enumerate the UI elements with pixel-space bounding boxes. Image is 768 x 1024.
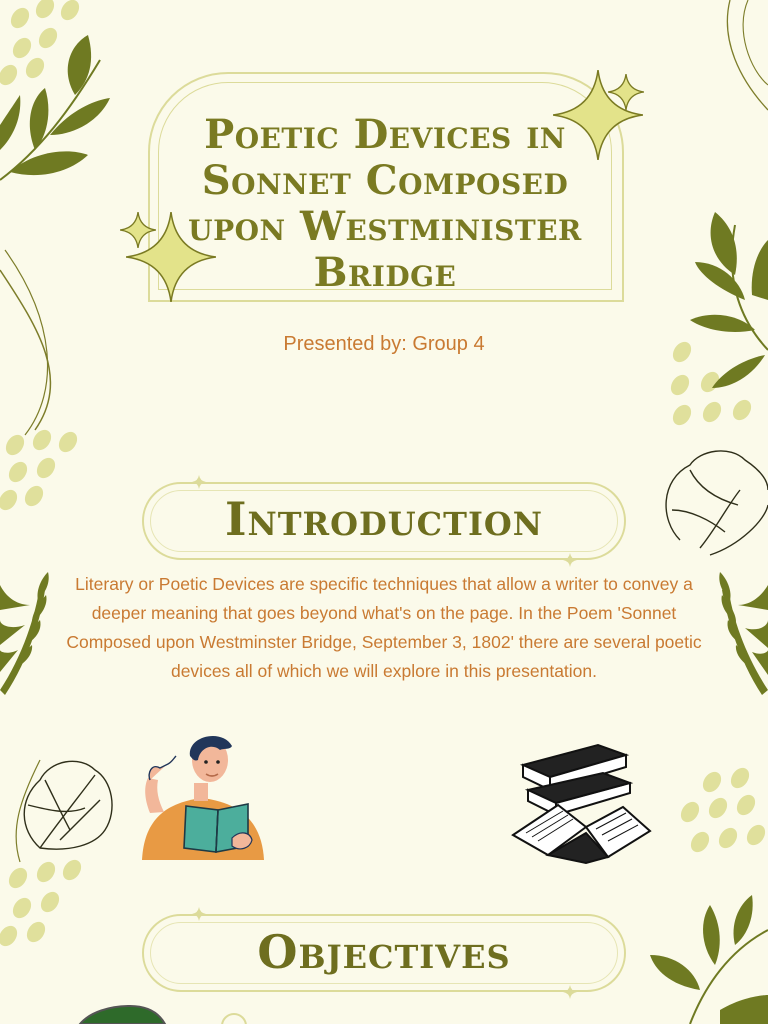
monstera-leaf-icon (24, 761, 112, 849)
sparkle-icon (563, 553, 577, 567)
bullet-icon (222, 1014, 246, 1024)
books-illustration (508, 735, 658, 865)
introduction-heading: Introduction (224, 492, 544, 546)
introduction-text: Literary or Poetic Devices are specific techniques that allow a writer to convey a deeper meaning that goes beyond what's on the page. In the Poem 'Sonnet Composed upon Westminster Bridge, September 3, 1802' there are several poetic devices all of which we will explore in this presentation. (66, 574, 702, 681)
teacher-illustration (132, 728, 272, 868)
leaf-icon (690, 212, 768, 388)
dots-pattern-icon (677, 764, 768, 855)
sparkle-icon (563, 985, 577, 999)
sparkle-icon (192, 907, 206, 921)
objectives-heading: Objectives (257, 925, 511, 979)
monstera-leaf-icon (666, 451, 768, 555)
dots-pattern-icon (0, 426, 81, 513)
dots-pattern-icon (0, 856, 85, 949)
sparkle-icon (608, 74, 644, 110)
sparkle-icon (192, 475, 206, 489)
fern-leaf-icon (719, 572, 768, 695)
presenter-text: Presented by: Group 4 (283, 333, 485, 355)
page-title: Poetic Devices in Sonnet Composed upon Westminister Bridge (188, 111, 582, 296)
ornament-icon (80, 1006, 165, 1024)
leaf-icon (650, 895, 768, 1024)
fern-leaf-icon (0, 572, 49, 695)
